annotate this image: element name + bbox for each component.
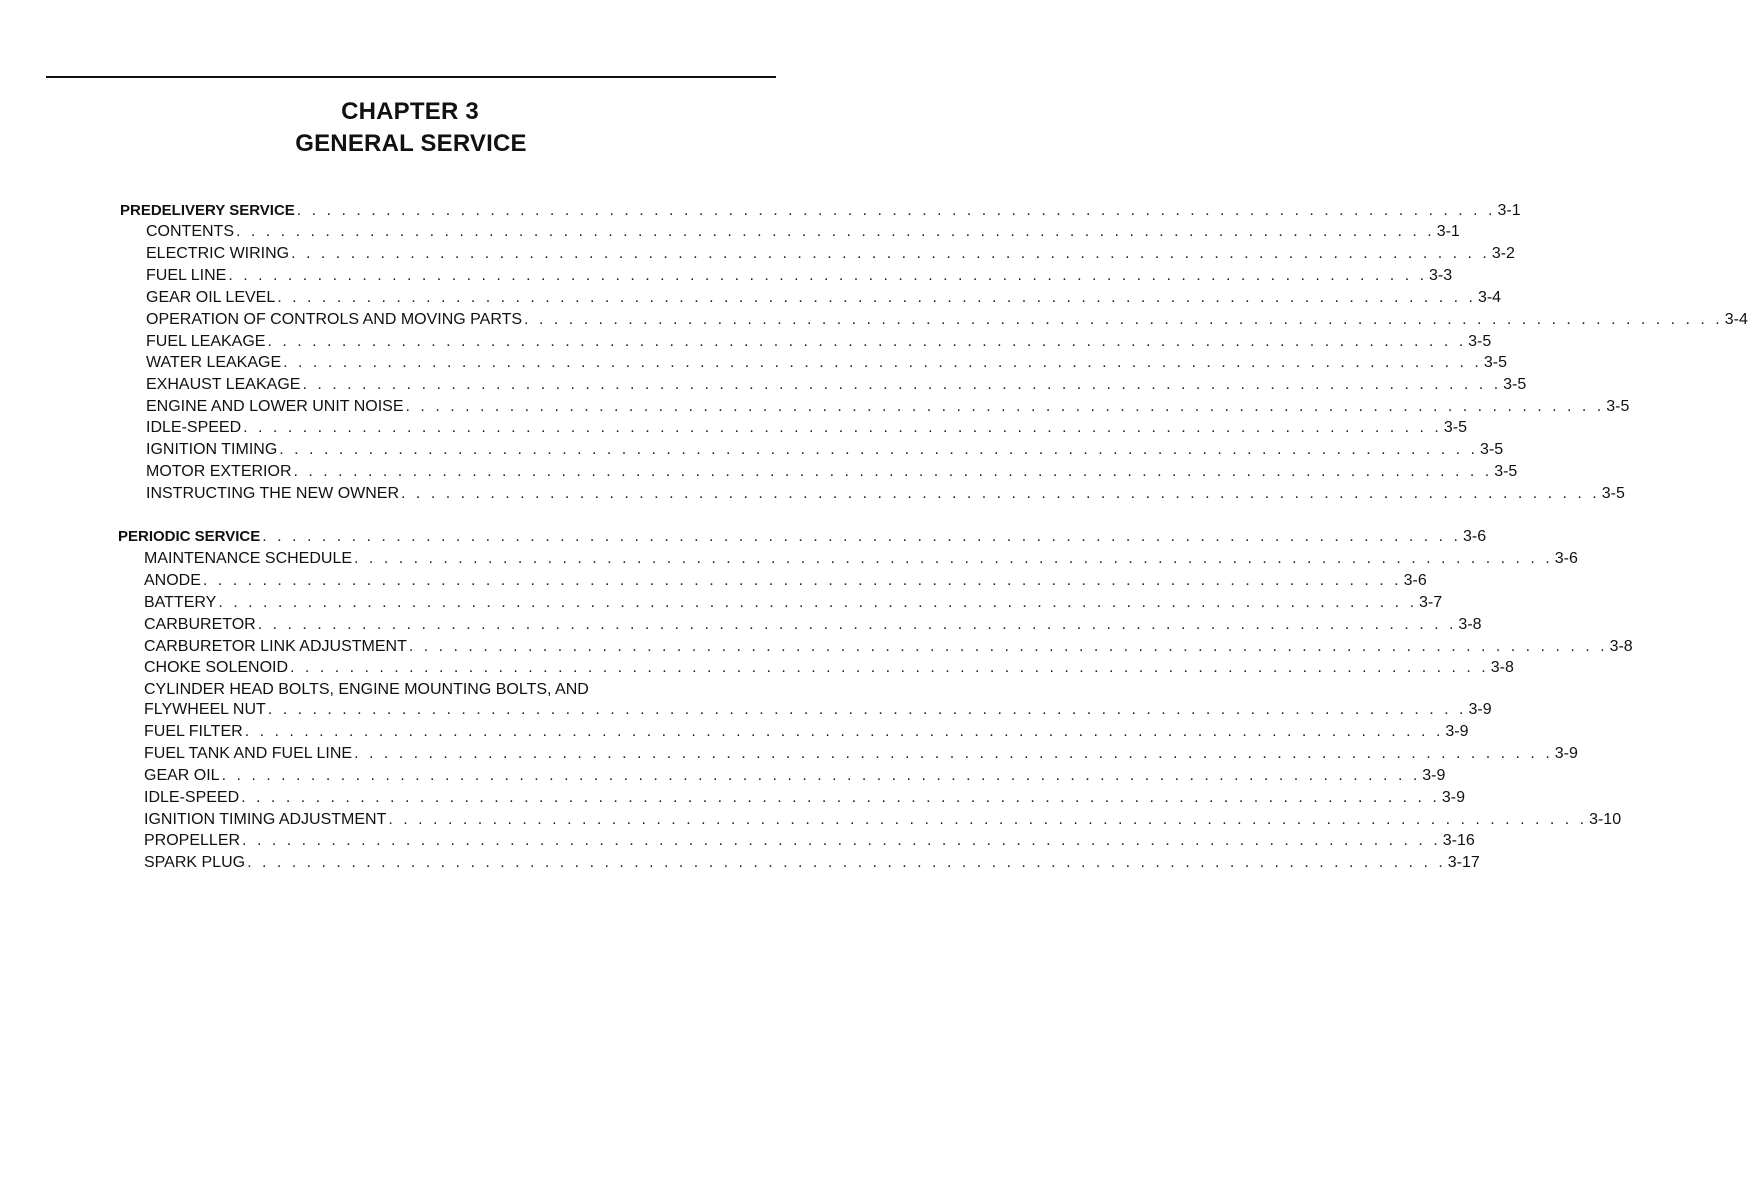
leader-dots: . . . . . . . . . . . . . . . . . . . . . . . . . . . . . . . . . . . . . . . . . . . . . . . . . . . . . . . . . . . . . . . . . . . . . . . . . . . . . . . . . (408, 638, 1608, 655)
toc-entry-label: MOTOR EXTERIOR (146, 463, 292, 480)
toc-entry-label: CHOKE SOLENOID (144, 659, 289, 676)
toc-entry-label: OPERATION OF CONTROLS AND MOVING PARTS (146, 311, 523, 328)
toc-entry (144, 831, 1475, 851)
toc-entry-label: CARBURETOR LINK ADJUSTMENT (144, 638, 407, 655)
leader-dots: . . . . . . . . . . . . . . . . . . . . . . . . . . . . . . . . . . . . . . . . . . . . . . . . . . . . . . . . . . . . . . . . . . . . . . . . . . . . . . . . . (267, 701, 1467, 718)
toc-entry (144, 658, 1514, 678)
toc-entry (144, 615, 1482, 635)
toc-entry-label: FLYWHEEL NUT (144, 701, 266, 718)
toc-entry-page-number: 3-5 (1483, 354, 1507, 371)
toc-entry (144, 766, 1446, 786)
toc-entry-label: SPARK PLUG (144, 854, 246, 871)
toc-entry-page-number: 3-3 (1429, 267, 1453, 284)
toc-entry (144, 722, 1469, 742)
leader-dots: . . . . . . . . . . . . . . . . . . . . . . . . . . . . . . . . . . . . . . . . . . . . . . . . . . . . . . . . . . . . . . . . . . . . . . . . . . . . . . . . . (242, 832, 1441, 849)
toc-entry-label: WATER LEAKAGE (146, 354, 282, 371)
toc-entry (144, 788, 1465, 808)
toc-entry (144, 680, 706, 700)
leader-dots: . . . . . . . . . . . . . . . . . . . . . . . . . . . . . . . . . . . . . . . . . . . . . . . . . . . . . . . . . . . . . . . . . . . . . . . . . . . . . . . . . (262, 528, 1461, 545)
leader-dots: . . . . . . . . . . . . . . . . . . . . . . . . . . . . . . . . . . . . . . . . . . . . . . . . . . . . . . . . . . . . . . . . . . . . . . . . . . . . . . . . . (218, 594, 1418, 611)
toc-entry-label: ELECTRIC WIRING (146, 245, 290, 262)
toc-entry (146, 332, 1492, 352)
leader-dots: . . . . . . . . . . . . . . . . . . . . . . . . . . . . . . . . . . . . . . . . . . . . . . . . . . . . . . . . . . . . . . . . . . . . . . . . . . . . . . . . . (247, 854, 1446, 871)
toc-entry-label: CYLINDER HEAD BOLTS, ENGINE MOUNTING BOLTS, AND (144, 681, 589, 698)
toc-entry-page-number: 3-8 (1609, 638, 1633, 655)
toc-entry (146, 244, 1515, 264)
toc-entry (144, 571, 1427, 591)
toc-entry-page-number: 3-10 (1589, 811, 1622, 828)
toc-entry (146, 397, 1630, 417)
leader-dots: . . . . . . . . . . . . . . . . . . . . . . . . . . . . . . . . . . . . . . . . . . . . . . . . . . . . . . . . . . . . . . . . . . . . . . . . . . . . . . . . . (257, 616, 1457, 633)
leader-dots: . . . . . . . . . . . . . . . . . . . . . . . . . . . . . . . . . . . . . . . . . . . . . . . . . . . . . . . . . . . . . . . . . . . . . . . . . . . . . . . . . (354, 745, 1553, 762)
toc-entry-label: ANODE (144, 572, 201, 589)
toc-entry-label: MAINTENANCE SCHEDULE (144, 550, 353, 567)
chapter-title: GENERAL SERVICE (295, 130, 527, 157)
leader-dots: . . . . . . . . . . . . . . . . . . . . . . . . . . . . . . . . . . . . . . . . . . . . . . . . . . . . . . . . . . . . . . . . . . . . . . . . . . . . . . . . . (244, 723, 1444, 740)
leader-dots: . . . . . . . . . . . . . . . . . . . . . . . . . . . . . . . . . . . . . . . . . . . . . . . . . . . . . . . . . . . . . . . . . . . . . . . . . . . . . . . . . (277, 289, 1476, 306)
toc-entry-page-number: 3-5 (1479, 441, 1504, 458)
toc-entry-page-number: 3-5 (1468, 333, 1492, 350)
leader-dots: . . . . . . . . . . . . . . . . . . . . . . . . . . . . . . . . . . . . . . . . . . . . . . . . . . . . . . . . . . . . . . . . . . . . . . . . . . . . . . . . . (279, 441, 1478, 458)
toc-entry (144, 853, 1480, 873)
leader-dots: . . . . . . . . . . . . . . . . . . . . . . . . . . . . . . . . . . . . . . . . . . . . . . . . . . . . . . . . . . . . . . . . . . . . . . . . . . . . . . . . . (354, 550, 1553, 567)
toc-entry-page-number: 3-7 (1419, 594, 1443, 611)
toc-entry (146, 353, 1507, 373)
toc-section-heading-label: PREDELIVERY SERVICE (120, 202, 295, 219)
toc-entry (146, 266, 1453, 286)
toc-entry-label: BATTERY (144, 594, 217, 611)
toc-entry-label: GEAR OIL (144, 767, 220, 784)
toc-entry-label: IDLE-SPEED (146, 419, 242, 436)
toc-entry-label: FUEL FILTER (144, 723, 243, 740)
leader-dots: . . . . . . . . . . . . . . . . . . . . . . . . . . . . . . . . . . . . . . . . . . . . . . . . . . . . . . . . . . . . . . . . . . . . . . . . . . . . . . . . . (283, 354, 1482, 371)
toc-entry-label: CONTENTS (146, 223, 234, 240)
toc-entry-page-number: 3-16 (1442, 832, 1475, 849)
toc-section-heading-page-number: 3-1 (1497, 202, 1521, 219)
toc-entry (146, 288, 1502, 308)
leader-dots: . . . . . . . . . . . . . . . . . . . . . . . . . . . . . . . . . . . . . . . . . . . . . . . . . . . . . . . . . . . . . . . . . . . . . . . . . . . . . . . . . (267, 333, 1467, 350)
toc-entry (146, 375, 1527, 395)
toc-entry-page-number: 3-5 (1606, 398, 1630, 415)
chapter-number: CHAPTER 3 (341, 98, 479, 125)
toc-entry (146, 484, 1625, 504)
toc-entry (144, 549, 1578, 569)
leader-dots: . . . . . . . . . . . . . . . . . . . . . . . . . . . . . . . . . . . . . . . . . . . . . . . . . . . . . . . . . . . . . . . . . . . . . . . . . . . . . . . . . (241, 789, 1440, 806)
toc-entry (144, 700, 1492, 720)
toc-entry-page-number: 3-9 (1554, 745, 1578, 762)
toc-entry-page-number: 3-8 (1490, 659, 1514, 676)
toc-entry-label: PROPELLER (144, 832, 241, 849)
leader-dots: . . . . . . . . . . . . . . . . . . . . . . . . . . . . . . . . . . . . . . . . . . . . . . . . . . . . . . . . . . . . . . . . . . . . . . . . . . . . . . . . . (228, 267, 1428, 284)
toc-entry (146, 222, 1460, 242)
toc-entry-label: IGNITION TIMING ADJUSTMENT (144, 811, 387, 828)
toc-section-heading-page-number: 3-6 (1462, 528, 1487, 545)
toc-entry-page-number: 3-6 (1403, 572, 1427, 589)
toc-entry-label: IDLE-SPEED (144, 789, 240, 806)
leader-dots: . . . . . . . . . . . . . . . . . . . . . . . . . . . . . . . . . . . . . . . . . . . . . . . . . . . . . . . . . . . . . . . . . . . . . . . . . . . . . . . . . (221, 767, 1421, 784)
leader-dots: . . . . . . . . . . . . . . . . . . . . . . . . . . . . . . . . . . . . . . . . . . . . . . . . . . . . . . . . . . . . . . . . . . . . . . . . . . . . . . . . . (291, 245, 1490, 262)
toc-section-heading (120, 201, 1521, 221)
leader-dots: . . . . . . . . . . . . . . . . . . . . . . . . . . . . . . . . . . . . . . . . . . . . . . . . . . . . . . . . . . . . . . . . . . . . . . . . . . . . . . . . . (388, 811, 1588, 828)
leader-dots: . . . . . . . . . . . . . . . . . . . . . . . . . . . . . . . . . . . . . . . . . . . . . . . . . . . . . . . . . . . . . . . . . . . . . . . . . . . . . . . . . (293, 463, 1493, 480)
toc-entry-page-number: 3-2 (1491, 245, 1515, 262)
toc-section-heading (118, 527, 1487, 547)
toc-entry (146, 310, 1748, 330)
toc-entry-label: INSTRUCTING THE NEW OWNER (146, 485, 400, 502)
toc-entry-label: FUEL TANK AND FUEL LINE (144, 745, 353, 762)
leader-dots: . . . . . . . . . . . . . . . . . . . . . . . . . . . . . . . . . . . . . . . . . . . . . . . . . . . . . . . . . . . . . . . . . . . . . . . . . . . . . . . . . (296, 202, 1496, 219)
toc-entry (144, 810, 1622, 830)
leader-dots: . . . . . . . . . . . . . . . . . . . . . . . . . . . . . . . . . . . . . . . . . . . . . . . . . . . . . . . . . . . . . . . . . . . . . . . . . . . . . . . . . (401, 485, 1600, 502)
toc-entry-page-number: 3-6 (1554, 550, 1578, 567)
toc-entry-page-number: 3-8 (1458, 616, 1482, 633)
leader-dots: . . . . . . . . . . . . . . . . . . . . . . . . . . . . . . . . . . . . . . . . . . . . . . . . . . . . . . . . . . . . . . . . . . . . . . . . . . . . . . . . . (302, 376, 1502, 393)
toc-entry-page-number: 3-17 (1447, 854, 1480, 871)
toc-entry-label: ENGINE AND LOWER UNIT NOISE (146, 398, 404, 415)
toc-entry-label: CARBURETOR (144, 616, 256, 633)
toc-entry (146, 462, 1518, 482)
toc-entry (144, 744, 1578, 764)
toc-entry-label: IGNITION TIMING (146, 441, 278, 458)
toc-entry-page-number: 3-4 (1477, 289, 1502, 306)
header-rule (46, 76, 776, 78)
toc-entry-label: FUEL LINE (146, 267, 227, 284)
leader-dots: . . . . . . . . . . . . . . . . . . . . . . . . . . . . . . . . . . . . . . . . . . . . . . . . . . . . . . . . . . . . . . . . . . . . . . . . . . . . . . . . . (405, 398, 1605, 415)
toc-entry (144, 593, 1443, 613)
leader-dots: . . . . . . . . . . . . . . . . . . . . . . . . . . . . . . . . . . . . . . . . . . . . . . . . . . . . . . . . . . . . . . . . . . . . . . . . . . . . . . . . . (243, 419, 1442, 436)
toc-entry-page-number: 3-5 (1494, 463, 1518, 480)
leader-dots: . . . . . . . . . . . . . . . . . . . . . . . . . . . . . . . . . . . . . . . . . . . . . . . . . . . . . . . . . . . . . . . . . . . . . . . . . . . . . . . . . (290, 659, 1489, 676)
toc-entry-page-number: 3-9 (1441, 789, 1465, 806)
toc-entry-page-number: 3-9 (1468, 701, 1492, 718)
toc-entry-label: GEAR OIL LEVEL (146, 289, 276, 306)
toc-entry-page-number: 3-9 (1422, 767, 1446, 784)
toc-entry-page-number: 3-4 (1724, 311, 1748, 328)
toc-entry (146, 418, 1467, 438)
toc-entry (144, 637, 1633, 657)
toc-entry-label: EXHAUST LEAKAGE (146, 376, 301, 393)
toc-entry (146, 440, 1504, 460)
toc-entry-page-number: 3-5 (1443, 419, 1467, 436)
toc-entry-label: FUEL LEAKAGE (146, 333, 266, 350)
toc-entry-page-number: 3-5 (1503, 376, 1527, 393)
leader-dots: . . . . . . . . . . . . . . . . . . . . . . . . . . . . . . . . . . . . . . . . . . . . . . . . . . . . . . . . . . . . . . . . . . . . . . . . . . . . . . . . . (524, 311, 1723, 328)
toc-entry-page-number: 3-5 (1601, 485, 1625, 502)
leader-dots: . . . . . . . . . . . . . . . . . . . . . . . . . . . . . . . . . . . . . . . . . . . . . . . . . . . . . . . . . . . . . . . . . . . . . . . . . . . . . . . . . (236, 223, 1435, 240)
toc-entry-page-number: 3-1 (1436, 223, 1460, 240)
toc-entry-page-number: 3-9 (1445, 723, 1469, 740)
toc-section-heading-label: PERIODIC SERVICE (118, 528, 261, 545)
leader-dots: . . . . . . . . . . . . . . . . . . . . . . . . . . . . . . . . . . . . . . . . . . . . . . . . . . . . . . . . . . . . . . . . . . . . . . . . . . . . . . . . . (202, 572, 1402, 589)
